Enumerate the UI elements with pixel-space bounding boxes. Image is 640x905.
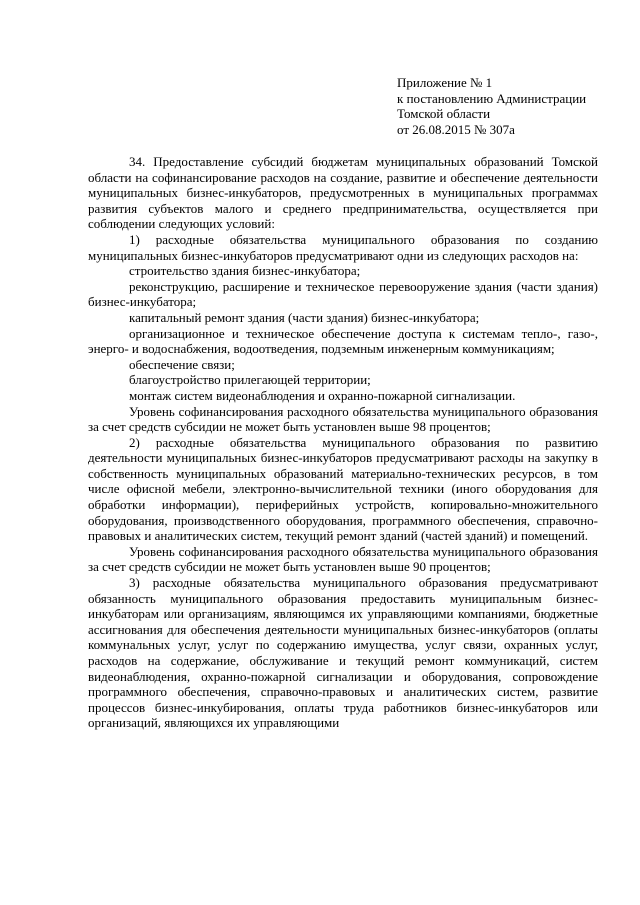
- paragraph-condition-3: 3) расходные обязательства муниципального образования предусматривают обязанность муниципального образования предоставить муниципальным бизнес-инкубаторам или организациям, являющимся их управляющими компаниями, бюджетные ассигнования для обеспечения деятельности муниципальных бизнес-инкубаторов (оплаты коммунальных услуг, услуг по содержанию имущества, услуг связи, охранных услуг, расходов на содержание, обслуживание и текущий ремонт коммуникаций, систем видеонаблюдения, охранно-пожарной сигнализации и оборудования, сопровождение программного обеспечения, справочно-правовых и аналитических систем, развитие процессов бизнес-инкубирования, оплаты труда работников бизнес-инкубаторов или организаций, являющихся их управляющими: [88, 575, 598, 731]
- paragraph-condition-2: 2) расходные обязательства муниципального образования по развитию деятельности муниципальных бизнес-инкубаторов предусматривают расходы на закупку в собственность муниципальных образований материально-технических ресурсов, в том числе офисной мебели, электронно-вычислительной техники (иного оборудования для обработки информации), периферийных устройств, копировально-множительного оборудования, производственного оборудования, программного обеспечения, справочно-правовых и аналитических систем, текущий ремонт зданий (частей зданий) и помещений.: [88, 434, 598, 544]
- paragraph-condition-1: 1) расходные обязательства муниципального образования по созданию муниципальных бизнес-инкубаторов предусматривают одни из следующих расходов на:: [88, 231, 598, 263]
- paragraph-34-intro: 34. Предоставление субсидий бюджетам муниципальных образований Томской области на софинансирование расходов на создание, развитие и обеспечение деятельности муниципальных бизнес-инкубаторов, предусмотренных в муниципальных программах развития субъектов малого и среднего предпринимательства, осуществляется при соблюдении следующих условий:: [88, 154, 598, 232]
- appendix-title: Приложение № 1: [397, 75, 493, 90]
- appendix-date-number: от 26.08.2015 № 307а: [397, 121, 515, 137]
- appendix-resolution: к постановлению Администрации: [397, 90, 587, 106]
- list-item-video-surveillance: монтаж систем видеонаблюдения и охранно-пожарной сигнализации.: [129, 387, 516, 403]
- paragraph-cofinancing-98: Уровень софинансирования расходного обязательства муниципального образования за счет средств субсидии не может быть установлен выше 98 процентов;: [88, 403, 598, 435]
- list-item-utilities-access: организационное и техническое обеспечение доступа к системам тепло-, газо-, энерго- и водоснабжения, водоотведения, подземным инженерным коммуникациям;: [88, 325, 598, 357]
- appendix-region: Томской области: [397, 106, 491, 122]
- appendix-header: [397, 75, 627, 137]
- document-body: [88, 154, 598, 731]
- list-item-construction: строительство здания бизнес-инкубатора;: [129, 263, 361, 279]
- list-item-landscaping: благоустройство прилегающей территории;: [129, 372, 371, 388]
- list-item-reconstruction: реконструкцию, расширение и техническое перевооружение здания (части здания) бизнес-инкубатора;: [88, 278, 598, 310]
- paragraph-cofinancing-90: Уровень софинансирования расходного обязательства муниципального образования за счет средств субсидии не может быть установлен выше 90 процентов;: [88, 543, 598, 575]
- list-item-communication: обеспечение связи;: [129, 356, 235, 372]
- list-item-capital-repair: капитальный ремонт здания (части здания) бизнес-инкубатора;: [129, 309, 480, 325]
